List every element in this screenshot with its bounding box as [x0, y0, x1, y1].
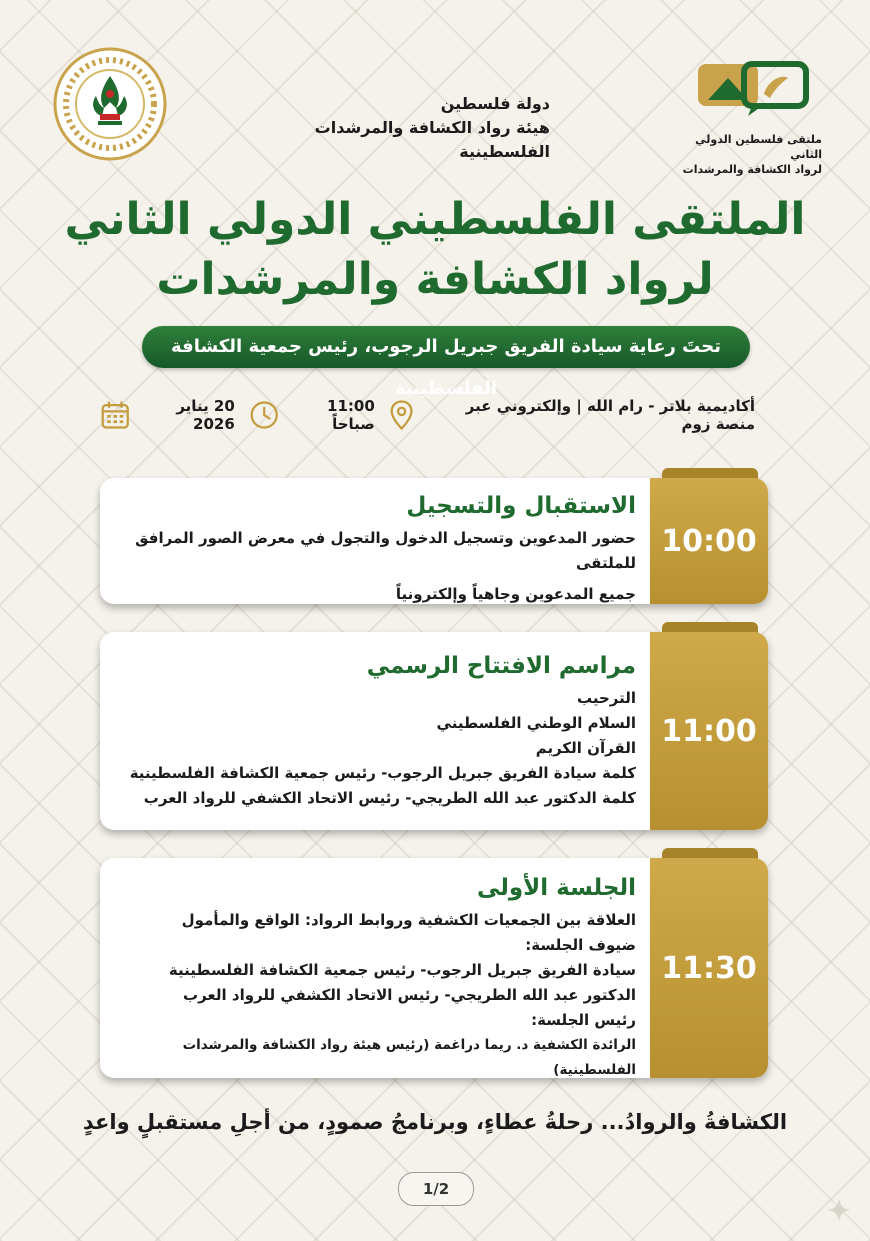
session-line: القرآن الكريم [535, 739, 636, 757]
session-line: العلاقة بين الجمعيات الكشفية وروابط الرواد: الواقع والمأمول [181, 911, 636, 929]
session-line: جميع المدعوين وجاهياً وإلكترونياً [395, 585, 636, 603]
date-info [100, 397, 235, 433]
scout-emblem-logo [52, 46, 168, 162]
session-line: الترحيب [576, 689, 636, 707]
forum-logo-text-1: ملتقى فلسطين الدولي الثاني [695, 133, 822, 161]
session-line: كلمة سيادة الفريق جبريل الرجوب- رئيس جمعية الكشافة الفلسطينية [129, 764, 636, 782]
organization-name: هيئة رواد الكشافة والمرشدات الفلسطينية [314, 118, 550, 161]
page-indicator[interactable]: 1/2 [398, 1172, 474, 1206]
session-line: السلام الوطني الفلسطيني [436, 714, 636, 732]
session-content [114, 490, 636, 607]
session-title: مراسم الافتتاح الرسمي [366, 653, 636, 679]
session-time: 10:00 [650, 478, 768, 604]
session-line: سيادة الفريق جبريل الرجوب- رئيس جمعية الكشافة الفلسطينية [168, 961, 636, 979]
session-line: رئيس الجلسة: [531, 1011, 636, 1029]
country-name: دولة فلسطين [440, 94, 550, 113]
session-line: كلمة الدكتور عبد الله الطريجي- رئيس الاتحاد الكشفي للرواد العرب [143, 789, 636, 807]
location-pin-icon [389, 398, 414, 432]
event-title-line-2: لرواد الكشافة والمرشدات [156, 254, 714, 305]
organization-header [290, 92, 550, 164]
session-content [114, 650, 636, 811]
slogan: الكشافةُ والروادُ... رحلةُ عطاءٍ، وبرنامجُ صمودٍ، من أجلِ مستقبلٍ واعدٍ [82, 1110, 788, 1134]
event-title [0, 190, 870, 310]
patronage-banner: تحتَ رعاية سيادة الفريق جبريل الرجوب، رئيس جمعية الكشافة الفلسطينية [142, 326, 750, 368]
session-line: ضيوف الجلسة: [525, 936, 636, 954]
session-card [100, 478, 768, 604]
event-title-line-1: الملتقى الفلسطيني الدولي الثاني [64, 194, 806, 245]
session-title: الجلسة الأولى [476, 875, 636, 901]
session-content [114, 872, 636, 1083]
session-line: الدكتور عبد الله الطريجي- رئيس الاتحاد الكشفي للرواد العرب [183, 986, 636, 1004]
session-line: حضور المدعوين وتسجيل الدخول والتجول في معرض الصور المرافق للملتقى [135, 529, 636, 572]
session-title: الاستقبال والتسجيل [406, 493, 636, 519]
session-card [100, 632, 768, 830]
session-time: 11:30 [650, 858, 768, 1078]
event-location: أكاديمية بلاتر - رام الله | وإلكتروني عبر منصة زوم [465, 397, 755, 433]
forum-logo-text-2: لرواد الكشافة والمرشدات [682, 163, 822, 176]
session-card [100, 858, 768, 1078]
location-info [389, 397, 755, 433]
event-date: 20 يناير 2026 [176, 397, 235, 433]
session-time: 11:00 [650, 632, 768, 830]
forum-logo [682, 60, 822, 176]
event-time: 11:00 صباحاً [327, 397, 375, 433]
forum-logo-icon [682, 60, 822, 120]
sparkle-icon [826, 1197, 852, 1223]
calendar-icon [100, 398, 130, 432]
event-info-row [100, 392, 755, 438]
session-line: الرائدة الكشفية د. ريما دراغمة (رئيس هيئة رواد الكشافة والمرشدات الفلسطينية) [182, 1037, 636, 1078]
time-info [249, 397, 375, 433]
clock-icon [249, 398, 279, 432]
